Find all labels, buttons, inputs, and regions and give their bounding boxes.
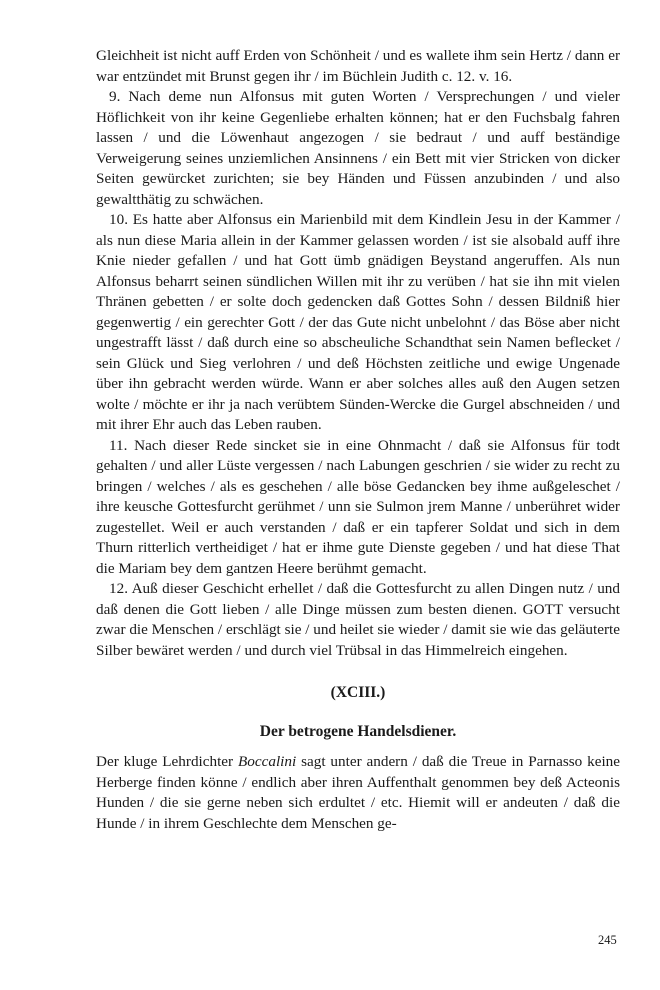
page-text xyxy=(96,46,620,834)
section-number: (XCIII.) xyxy=(330,684,386,701)
paragraph-10: 10. Es hatte aber Alfonsus ein Marienbild mit dem Kindlein Jesu in der Kammer / als nun diese Maria allein in der Kammer gelassen worden / ist sie alsobald auff ihre Knie nieder gefallen / und hat Gott ümb gnädigen Beystand angeruffen. Als nun Alfonsus beharrt seinen sündlichen Willen mit ihr zu verüben / hat sie ihn mit vielen Thränen gebetten / er solte doch gedencken daß Gottes Sohn / dessen Bildniß hier gegenwertig / ein gerechter Gott / der das Gute nicht unbelohnt / das Böse aber nicht ungestrafft lässt / daß durch eine so abscheuliche Schandthat sein Namen beflecket / sein Glück und Sieg verlohren / und deß Höchsten zeitliche und ewige Ungenade über ihn gebracht werden würde. Wann er aber solches alles auß den Augen setzen wolte / möchte er ihr ja nach verübtem Sünden-Wercke die Gurgel abschneiden / und mit ihrer Ehr auch das Leben rauben. xyxy=(96,211,620,433)
intro-text-start: Der kluge Lehrdichter xyxy=(96,753,238,770)
paragraph-9: 9. Nach deme nun Alfonsus mit guten Worten / Versprechungen / und vieler Höflichkeit von ihr keine Gegenliebe erhalten können; hat er den Fuchsbalg fahren lassen / und die Löwenhaut angezogen / sie bedraut / und auff beständige Verweigerung seines unziemlichen Ansinnens / ein Bett mit vier Stricken von dicker Seiten gewürcket zurichten; sie bey Händen und Füssen anzubinden / und also gewaltthätig zu schwächen. xyxy=(96,88,620,208)
paragraph-continuation: Gleichheit ist nicht auff Erden von Schönheit / und es wallete ihm sein Hertz / dann er war entzündet mit Brunst gegen ihr / im Büchlein Judith c. 12. v. 16. xyxy=(96,47,620,85)
intro-text-rest: sagt unter andern / daß die Treue in Parnasso keine Herberge finden könne / endlich aber ihren Auffenthalt genommen bey deß Acteonis Hunden / die sie gerne neben sich erdultet / etc. Hiemit will er andeuten / daß die Hunde / in ihrem Geschlechte dem Menschen ge- xyxy=(96,753,621,832)
section-title: Der betrogene Handelsdiener. xyxy=(259,722,457,740)
intro-author-name: Boccalini xyxy=(238,753,297,770)
page-number: 245 xyxy=(598,933,617,947)
paragraph-11: 11. Nach dieser Rede sincket sie in eine Ohnmacht / daß sie Alfonsus für todt gehalten / und aller Lüste vergessen / nach Labungen geschrien / sie wider zu recht zu bringen / welches / als es geschehen / alle böse Gedancken bey ihme außgeleschet / ihre keusche Gottesfurcht gerühmet / unn sie Sulmon jrem Manne / unberühret wider zugestellet. Weil er auch verstanden / daß er ein tapferer Soldat und sich in dem Thurn ritterlich vertheidiget / hat er ihme gute Dienste gegeben / und hat diese That die Mariam bey dem gantzen Heere berühmt gemacht. xyxy=(96,436,620,577)
section-intro-paragraph xyxy=(96,752,620,834)
paragraph-12: 12. Auß dieser Geschicht erhellet / daß die Gottesfurcht zu allen Dingen nutz / und daß denen die Gott lieben / alle Dinge müssen zum besten dienen. GOTT versucht zwar die Menschen / erschlägt sie / und heilet sie wieder / damit sie wie das geläuterte Silber bewäret werden / und durch viel Trübsal in das Himmelreich eingehen. xyxy=(96,580,620,659)
